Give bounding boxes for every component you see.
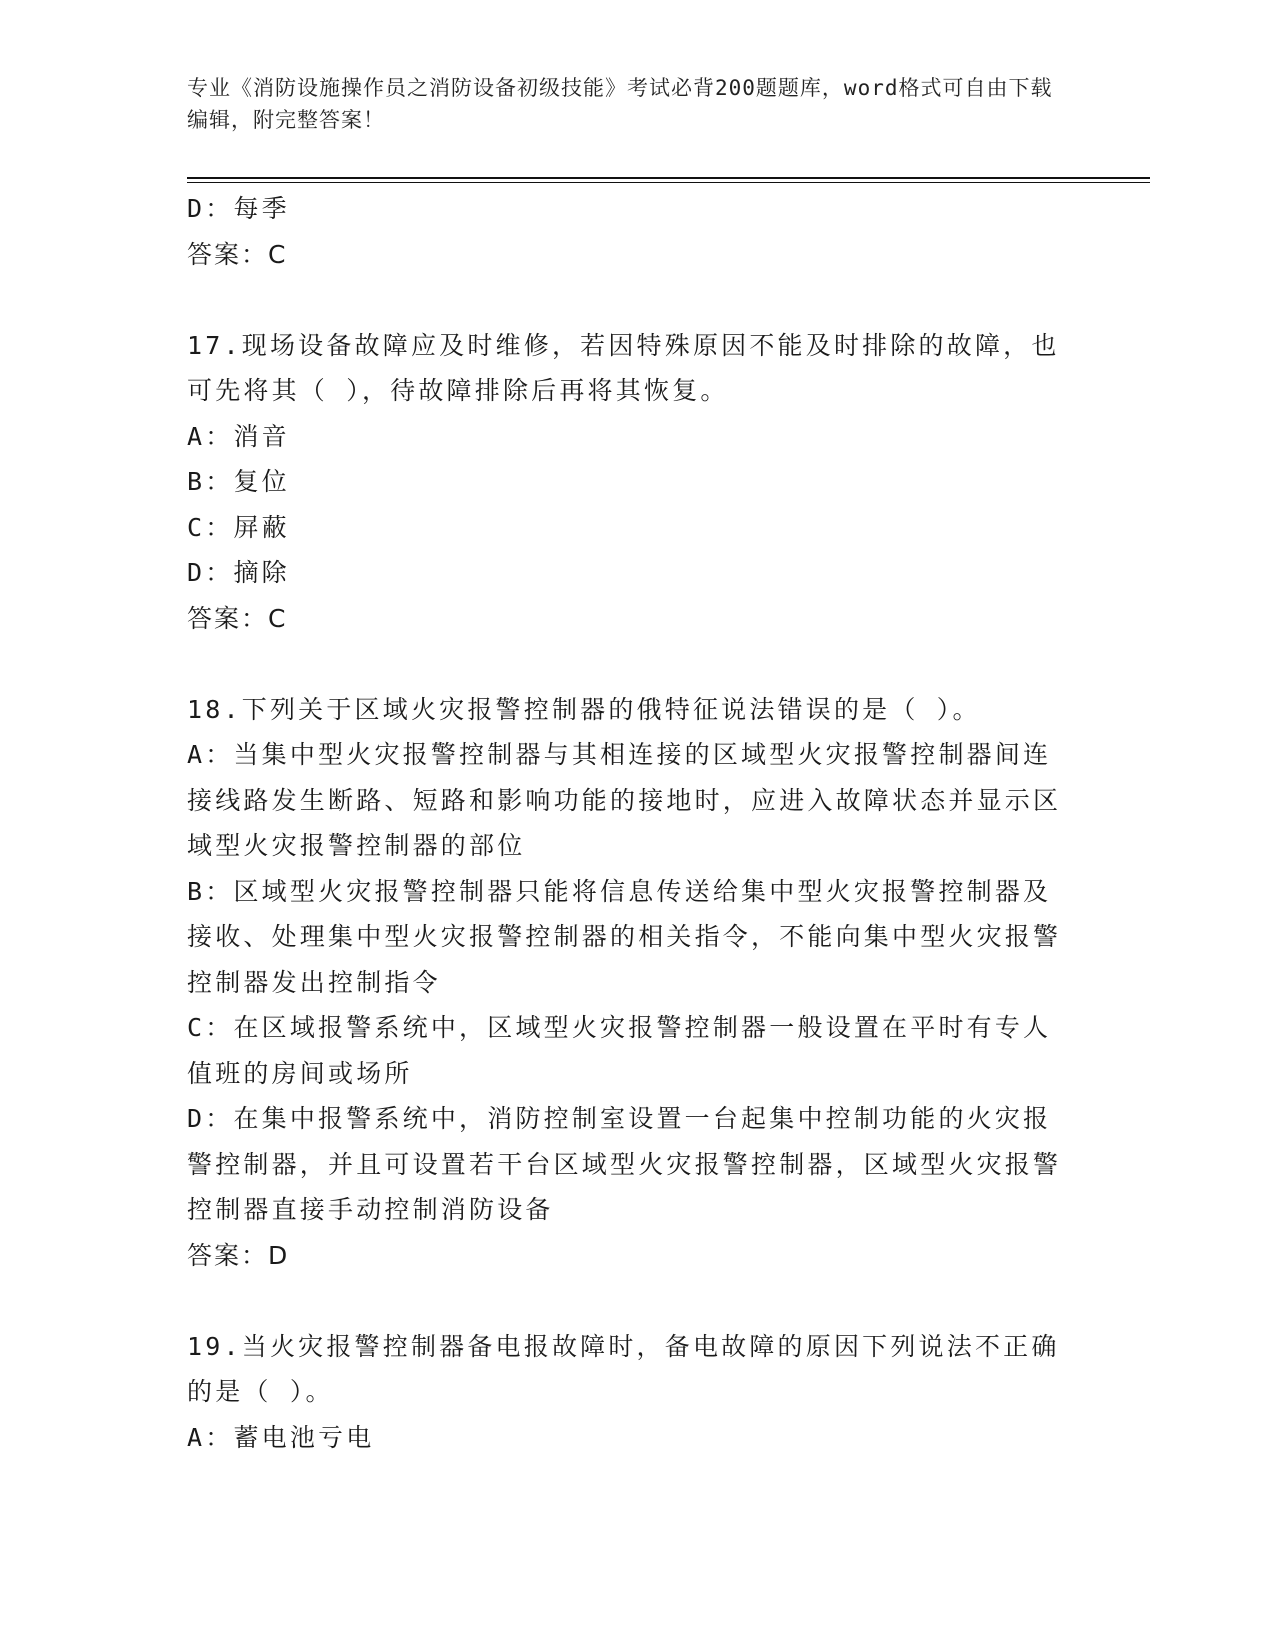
option-a: A：消音 — [187, 421, 290, 451]
page-header: 专业《消防设施操作员之消防设备初级技能》考试必背200题题库，word格式可自由下载编辑，附完整答案！ — [187, 76, 1053, 132]
option-c: C：屏蔽 — [187, 512, 290, 542]
option-d: D：每季 — [187, 194, 290, 223]
spacer — [187, 641, 1067, 687]
option-a: A：蓄电池亏电 — [187, 1422, 375, 1452]
question-19 — [187, 1324, 1067, 1461]
answer: 答案：C — [187, 603, 288, 633]
question-stem: 18.下列关于区域火灾报警控制器的俄特征说法错误的是（ ）。 — [187, 694, 981, 724]
question-16-tail — [187, 186, 1067, 277]
question-17 — [187, 323, 1067, 642]
spacer — [187, 277, 1067, 323]
answer: 答案：C — [187, 239, 288, 269]
spacer — [187, 1278, 1067, 1324]
question-stem: 19.当火灾报警控制器备电报故障时，备电故障的原因下列说法不正确的是（ ）。 — [187, 1331, 1060, 1406]
question-18 — [187, 687, 1067, 1279]
option-d: D：摘除 — [187, 558, 290, 587]
answer: 答案：D — [187, 1240, 290, 1270]
question-content — [187, 186, 1067, 1460]
option-b: B：复位 — [187, 467, 290, 496]
question-stem: 17.现场设备故障应及时维修，若因特殊原因不能及时排除的故障，也可先将其（ ），待故障排除后再将其恢复。 — [187, 330, 1060, 405]
header-rule-thick — [187, 177, 1150, 179]
option-b: B：区域型火灾报警控制器只能将信息传送给集中型火灾报警控制器及接收、处理集中型火灾报警控制器的相关指令，不能向集中型火灾报警控制器发出控制指令 — [187, 876, 1062, 997]
option-a: A：当集中型火灾报警控制器与其相连接的区域型火灾报警控制器间连接线路发生断路、短路和影响功能的接地时，应进入故障状态并显示区域型火灾报警控制器的部位 — [187, 740, 1062, 860]
header-rule-thin — [187, 182, 1150, 183]
option-d: D：在集中报警系统中，消防控制室设置一台起集中控制功能的火灾报警控制器，并且可设置若干台区域型火灾报警控制器，区域型火灾报警控制器直接手动控制消防设备 — [187, 1104, 1062, 1224]
option-c: C：在区域报警系统中，区域型火灾报警控制器一般设置在平时有专人值班的房间或场所 — [187, 1013, 1052, 1088]
